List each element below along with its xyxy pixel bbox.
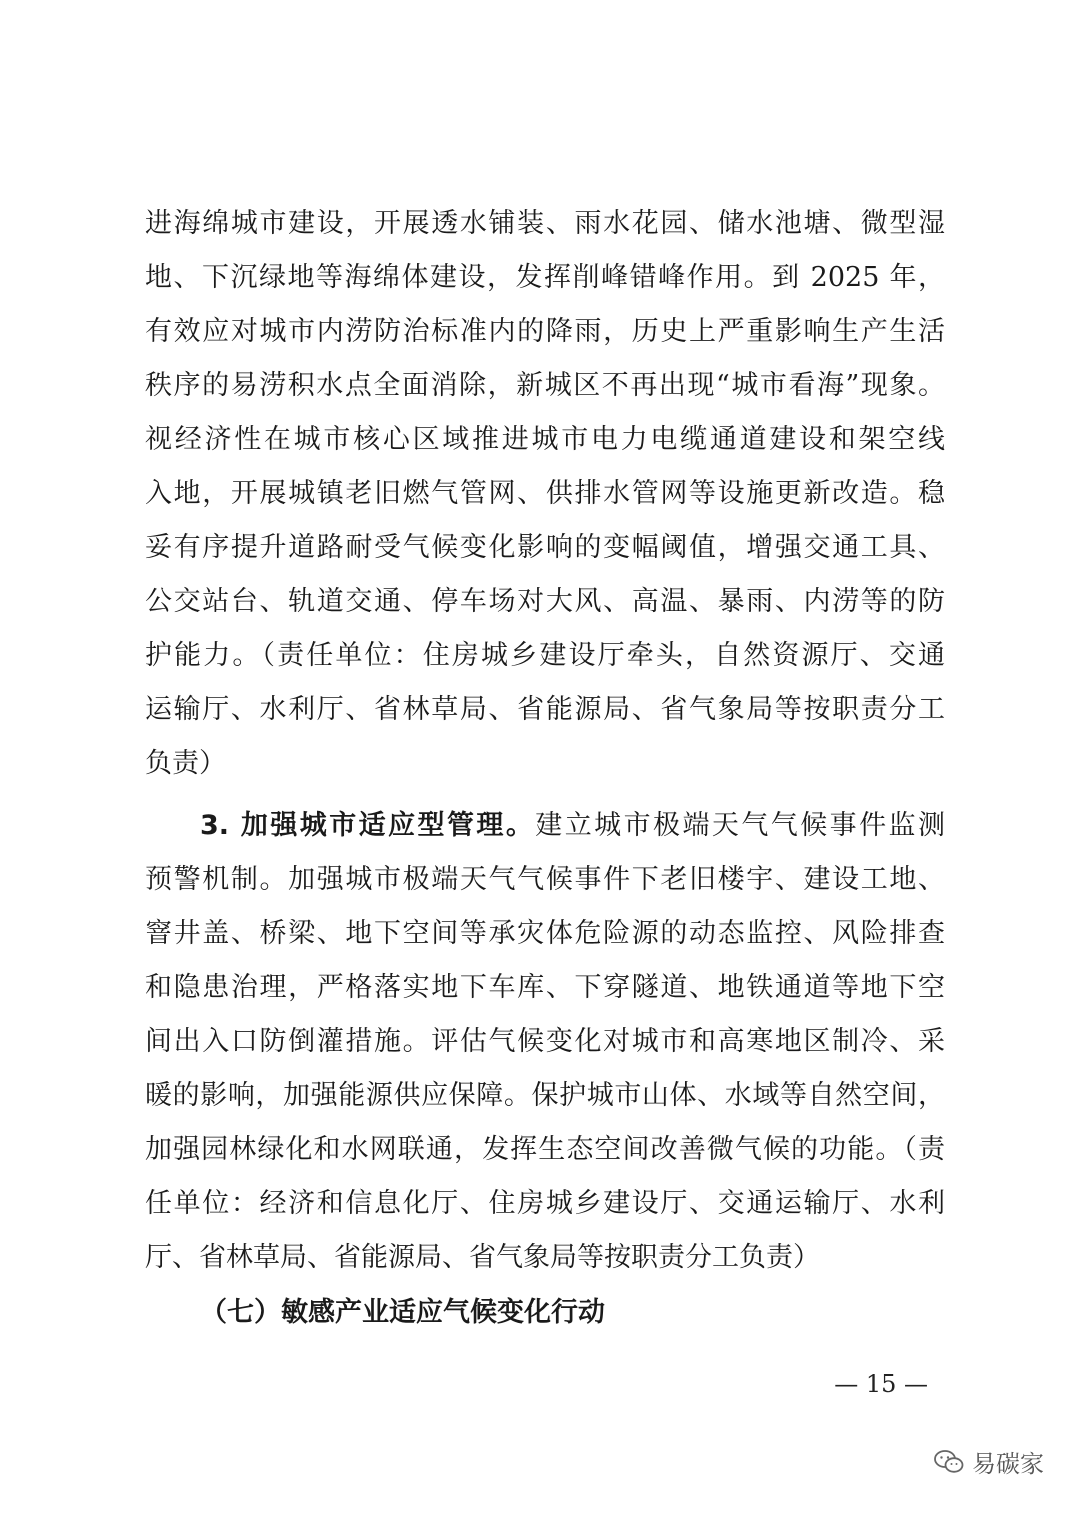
watermark-text: 易碳家 (972, 1450, 1044, 1478)
text-line: 运输厅、水利厅、省林草局、省能源局、省气象局等按职责分工 (145, 694, 945, 725)
text-line: 暖的影响，加强能源供应保障。保护城市山体、水域等自然空间， (145, 1080, 945, 1111)
text-line: 和隐患治理，严格落实地下车库、下穿隧道、地铁通道等地下空 (145, 972, 945, 1003)
watermark (934, 1444, 1044, 1479)
text-line: 入地，开展城镇老旧燃气管网、供排水管网等设施更新改造。稳 (145, 478, 945, 509)
text-line: 加强园林绿化和水网联通，发挥生态空间改善微气候的功能。（责 (145, 1134, 945, 1165)
section-title: 3. 加强城市适应型管理。 (200, 810, 536, 841)
text-line: 负责） (145, 748, 226, 779)
text-line: 任单位：经济和信息化厅、住房城乡建设厅、交通运输厅、水利 (145, 1188, 945, 1219)
text-line: 地、下沉绿地等海绵体建设，发挥削峰错峰作用。到 2025 年， (145, 262, 945, 293)
wechat-icon (934, 1449, 964, 1475)
section-first-line-text: 建立城市极端天气气候事件监测 (535, 810, 945, 841)
section-first-line (200, 806, 945, 846)
text-line: 公交站台、轨道交通、停车场对大风、高温、暴雨、内涝等的防 (145, 586, 945, 617)
text-line: 秩序的易涝积水点全面消除，新城区不再出现“城市看海”现象。 (145, 370, 945, 401)
page-number: — 15 — (834, 1370, 928, 1398)
text-line: 护能力。（责任单位：住房城乡建设厅牵头，自然资源厅、交通 (145, 640, 945, 671)
text-line: 窨井盖、桥梁、地下空间等承灾体危险源的动态监控、风险排查 (145, 918, 945, 949)
text-line: 进海绵城市建设，开展透水铺装、雨水花园、储水池塘、微型湿 (145, 208, 945, 239)
text-line: 视经济性在城市核心区域推进城市电力电缆通道建设和架空线 (145, 424, 945, 455)
text-line: 有效应对城市内涝防治标准内的降雨，历史上严重影响生产生活 (145, 316, 945, 347)
section-heading-sensitive-industries: （七）敏感产业适应气候变化行动 (200, 1297, 605, 1328)
text-line: 厅、省林草局、省能源局、省气象局等按职责分工负责） (145, 1242, 820, 1273)
text-line: 间出入口防倒灌措施。评估气候变化对城市和高寒地区制冷、采 (145, 1026, 945, 1057)
text-line: 预警机制。加强城市极端天气气候事件下老旧楼宇、建设工地、 (145, 864, 945, 895)
text-line: 妥有序提升道路耐受气候变化影响的变幅阈值，增强交通工具、 (145, 532, 945, 563)
